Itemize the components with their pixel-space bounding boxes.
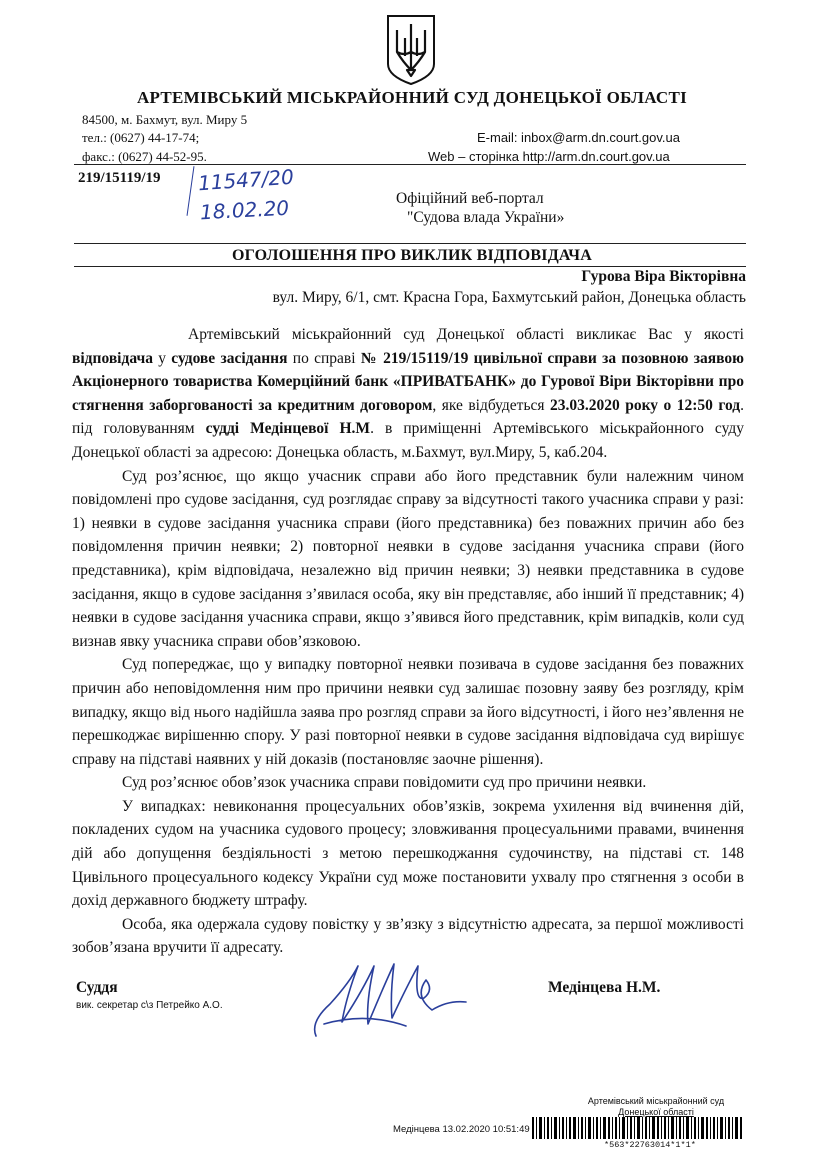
trident-emblem-icon	[385, 12, 437, 86]
secretary-note: вик. секретар с\з Петрейко А.О.	[76, 1000, 223, 1011]
title-rule-bottom	[74, 266, 746, 267]
court-website: Web – сторінка http://arm.dn.court.gov.ua	[428, 149, 670, 164]
paragraph-duty: Суд роз’яснює обов’язок учасника справи повідомити суд про причини неявки.	[122, 774, 647, 792]
paragraph-delivery: Особа, яка одержала судову повістку у зв’язку з відсутністю адресата, за першої можливості зобов’язана вручити її адресату.	[72, 915, 744, 957]
stamp-meta: Медінцева 13.02.2020 10:51:49	[393, 1124, 530, 1135]
stamp-court-line-1: Артемівський міськрайонний суд	[587, 1096, 725, 1106]
court-phone: тел.: (0627) 44-17-74;	[82, 130, 200, 145]
stamp-court-line-2: Донецької області	[618, 1107, 694, 1117]
recipient-line-1: Офіційний веб-портал	[396, 190, 544, 207]
court-fax: факс.: (0627) 44-52-95.	[82, 149, 207, 164]
barcode	[532, 1117, 744, 1139]
judge-label: Суддя	[76, 979, 118, 996]
paragraph-warning: Суд попереджає, що у випадку повторної неявки позивача в судове засідання без поважних причин або неповідомлення ним про причини неявки суд залишає позовну заяву без розгляду, крім випадку, якщо від нього надійшла заява про розгляд справи за його відсутності, і його нез’явлення не перешкоджає вирішенню спору. У разі повторної неявки в судове засідання відповідача суд вирішує справу на підставі наявних у ній доказів (постановляє заочне рішення).	[72, 656, 744, 768]
addressee-name: Гурова Віра Вікторівна	[581, 268, 746, 285]
judge-signature	[306, 952, 486, 1044]
judge-name: Медінцева Н.М.	[548, 979, 661, 996]
paragraph-penalty: У випадках: невиконання процесуальних обов’язків, зокрема ухилення від вчинення дій, покладених судом на учасника судового процесу; зловживання процесуальними правами, вчинення дій або допущення бездіяльності з метою перешкоджання судочинству, на підставі ст. 148 Цивільного процесуального кодексу України суд може постановити ухвалу про стягнення з особи в дохід державного бюджету штрафу.	[72, 797, 744, 910]
stamp-court	[576, 1096, 736, 1118]
header-rule	[74, 164, 746, 165]
paragraph-absence-rules: Суд роз’яснює, що якщо учасник справи або його представник були належним чином повідомлені про судове засідання, суд розглядає справу за відсутності такого учасника справи у разі: 1) неявки в судове засідання учасника справи (його представника) без поважних причин або без повідомлення причин неявки; 2) повторної неявки в судове засідання учасника справи (його представника), крім відповідача, незалежно від причин неявки; 3) неявки представника в судове засідання, якщо в судове засідання з’явилася особа, яку він представляє, або інший її представник; 4) неявки в судове засідання учасника справи, якщо з’явився його представник, крім випадків, коли суд визнав явку учасника справи обов’язковою.	[72, 467, 744, 650]
court-name: АРТЕМІВСЬКИЙ МІСЬКРАЙОННИЙ СУД ДОНЕЦЬКОЇ ОБЛАСТІ	[136, 88, 688, 107]
document-title: ОГОЛОШЕННЯ ПРО ВИКЛИК ВІДПОВІДАЧА	[232, 247, 592, 264]
barcode-text: *563*22763014*1*1*	[604, 1140, 696, 1150]
paragraph-summons: Артемівський міськрайонний суд Донецької області викликає Вас у якості відповідача у судове засідання по справі № 219/15119/19 цивільної справи за позовною заявою Акціонерного товариства Комерційний банк «ПРИВАТБАНК» до Гурової Віри Вікторівни про стягнення заборгованості за кредитним договором, яке відбудеться 23.03.2020 року о 12:50 год. під головуванням судді Медінцевої Н.М. в приміщенні Артемівського міськрайонного суду Донецької області за адресою: Донецька область, м.Бахмут, вул.Миру, 5, каб.204.	[72, 326, 744, 461]
title-rule-top	[74, 243, 746, 244]
handwritten-registration-number: 11547/20	[197, 164, 295, 196]
court-address: 84500, м. Бахмут, вул. Миру 5	[82, 112, 248, 127]
case-number: 219/15119/19	[78, 170, 161, 186]
notice-body	[72, 323, 744, 960]
handwritten-date: 18.02.20	[199, 195, 290, 225]
court-email: E-mail: inbox@arm.dn.court.gov.ua	[477, 130, 680, 145]
recipient-line-2: "Судова влада України»	[407, 209, 565, 226]
addressee-address: вул. Миру, 6/1, смт. Красна Гора, Бахмутський район, Донецька область	[272, 289, 746, 306]
handwritten-stroke	[187, 166, 195, 216]
